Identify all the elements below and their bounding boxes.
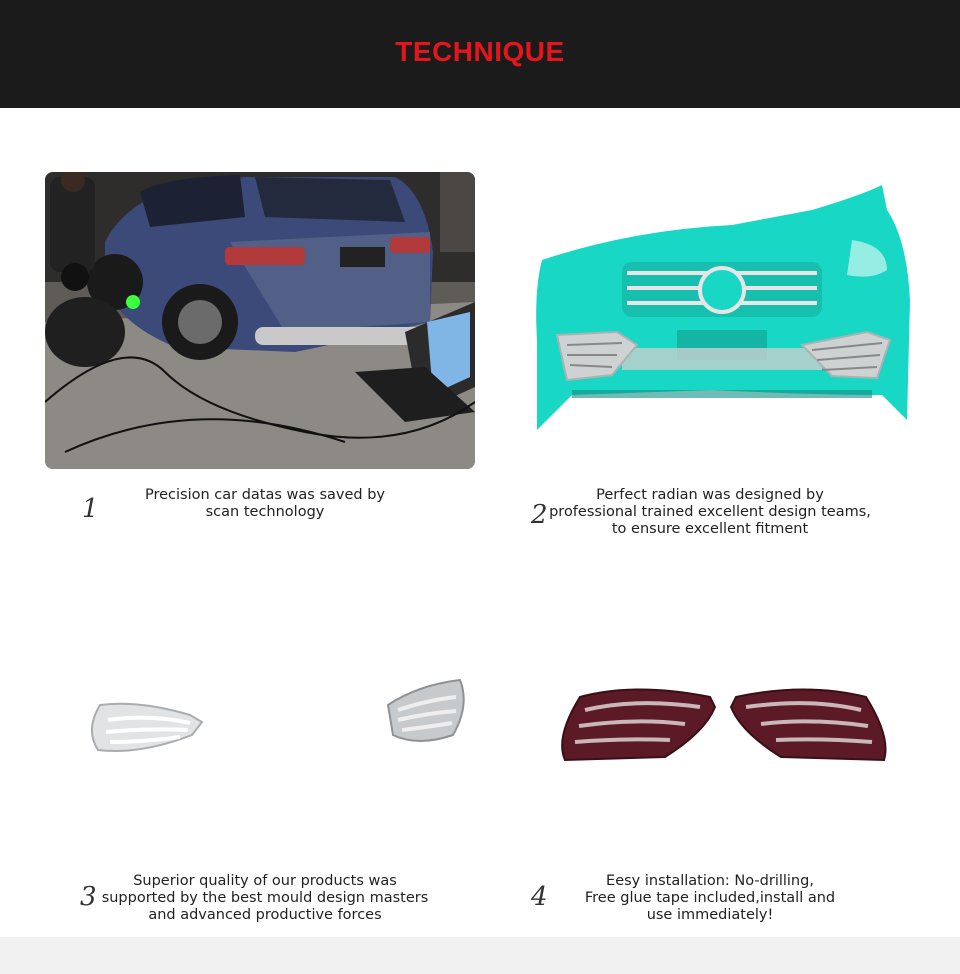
caption-line: to ensure excellent fitment	[611, 521, 809, 537]
page-title: TECHNIQUE	[395, 36, 565, 67]
mould-cover-right	[378, 675, 470, 750]
caption-line: Perfect radian was designed by	[596, 487, 824, 503]
step-number-4: 4	[531, 882, 548, 912]
mould-cover-left	[80, 690, 210, 760]
caption-line: Superior quality of our products was	[133, 873, 397, 889]
carbon-cover-right	[726, 682, 891, 762]
step-caption-2	[548, 487, 872, 538]
caption-line: professional trained excellent design teams,	[549, 504, 871, 520]
caption-line: Eesy installation: No-drilling,	[606, 873, 814, 889]
caption-line: Precision car datas was saved by	[144, 487, 385, 503]
caption-line: scan technology	[205, 504, 325, 520]
caption-line: use immediately!	[646, 907, 774, 923]
step-number-1: 1	[82, 494, 99, 524]
header-bar	[0, 0, 960, 108]
caption-line: and advanced productive forces	[148, 907, 382, 923]
bumper-scan-model	[512, 180, 922, 440]
car-scan-photo	[45, 172, 475, 469]
step-number-2: 2	[531, 500, 548, 530]
footer-strip	[0, 937, 960, 974]
step-caption-3	[100, 873, 430, 924]
step-caption-1	[115, 487, 415, 521]
step-caption-4	[560, 873, 860, 924]
step-number-3: 3	[80, 882, 97, 912]
caption-line: Free glue tape included,install and	[584, 890, 836, 906]
carbon-cover-left	[555, 682, 720, 762]
caption-line: supported by the best mould design masters	[101, 890, 429, 906]
